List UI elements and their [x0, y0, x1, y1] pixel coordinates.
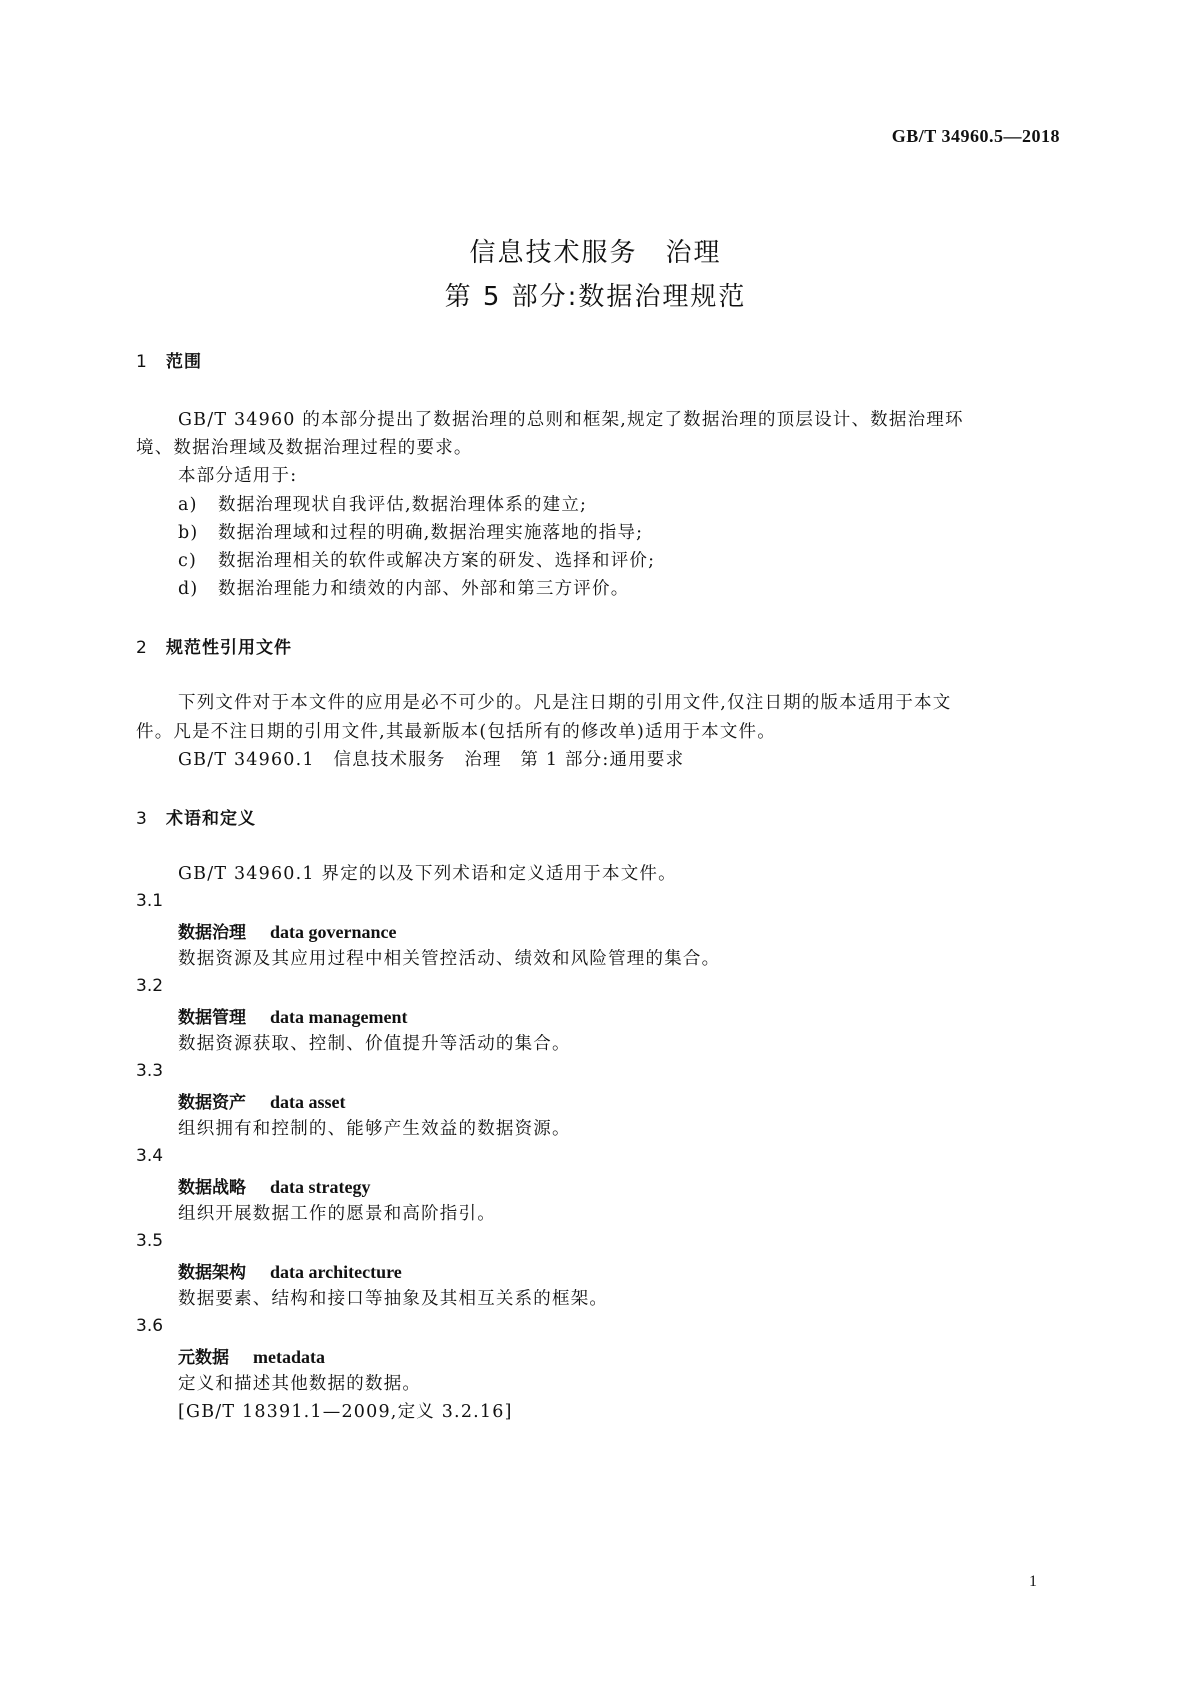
section-1-para2: 本部分适用于:	[178, 466, 298, 486]
term-cn: 数据战略	[178, 1178, 246, 1198]
term	[178, 1343, 325, 1368]
term-definition: 定义和描述其他数据的数据。	[178, 1374, 422, 1394]
term-cn: 元数据	[178, 1348, 229, 1368]
list-marker: a)	[178, 495, 198, 515]
section-number: 1	[136, 352, 148, 372]
list-marker: b)	[178, 523, 199, 543]
section-title: 术语和定义	[166, 809, 256, 829]
list-text: 数据治理相关的软件或解决方案的研发、选择和评价;	[218, 551, 656, 571]
term-en: data strategy	[270, 1177, 371, 1197]
list-item	[178, 519, 643, 544]
term-definition: 组织开展数据工作的愿景和高阶指引。	[178, 1204, 496, 1224]
clause-number: 3.2	[136, 976, 164, 996]
section-1-heading	[136, 347, 202, 372]
section-3-heading	[136, 804, 256, 829]
section-title: 规范性引用文件	[166, 638, 292, 658]
term-source: [GB/T 18391.1—2009,定义 3.2.16]	[178, 1402, 513, 1422]
section-3-intro: GB/T 34960.1 界定的以及下列术语和定义适用于本文件。	[178, 864, 677, 884]
section-number: 2	[136, 638, 148, 658]
section-1-para1-line2: 境、数据治理域及数据治理过程的要求。	[136, 438, 473, 458]
section-2-para1-line2: 件。凡是不注日期的引用文件,其最新版本(包括所有的修改单)适用于本文件。	[136, 722, 776, 742]
clause-number: 3.6	[136, 1316, 164, 1336]
term-definition: 数据资源获取、控制、价值提升等活动的集合。	[178, 1034, 571, 1054]
term	[178, 1088, 346, 1113]
list-marker: d)	[178, 579, 199, 599]
section-title: 范围	[166, 352, 202, 372]
list-text: 数据治理能力和绩效的内部、外部和第三方评价。	[218, 579, 630, 599]
clause-number: 3.4	[136, 1146, 164, 1166]
document-title-line2: 第 5 部分:数据治理规范	[444, 282, 747, 312]
list-item	[178, 575, 629, 600]
standard-code: GB/T 34960.5—2018	[891, 126, 1060, 146]
term-en: data architecture	[270, 1262, 402, 1282]
term-definition: 数据要素、结构和接口等抽象及其相互关系的框架。	[178, 1289, 609, 1309]
section-number: 3	[136, 809, 148, 829]
section-2-heading	[136, 633, 292, 658]
list-marker: c)	[178, 551, 198, 571]
term	[178, 1173, 370, 1198]
clause-number: 3.5	[136, 1231, 164, 1251]
term	[178, 1258, 402, 1283]
term-cn: 数据资产	[178, 1093, 246, 1113]
term-definition: 组织拥有和控制的、能够产生效益的数据资源。	[178, 1119, 571, 1139]
term-cn: 数据治理	[178, 923, 246, 943]
page-number: 1	[1029, 1573, 1037, 1590]
term	[178, 918, 396, 943]
section-1-para1-line1: GB/T 34960 的本部分提出了数据治理的总则和框架,规定了数据治理的顶层设计、数据治理环	[178, 410, 964, 430]
normative-reference: GB/T 34960.1 信息技术服务 治理 第 1 部分:通用要求	[178, 750, 685, 770]
term-cn: 数据管理	[178, 1008, 246, 1028]
list-item	[178, 491, 587, 516]
list-text: 数据治理域和过程的明确,数据治理实施落地的指导;	[218, 523, 644, 543]
list-text: 数据治理现状自我评估,数据治理体系的建立;	[218, 495, 588, 515]
term-en: metadata	[253, 1347, 325, 1367]
clause-number: 3.1	[136, 891, 164, 911]
term-en: data asset	[270, 1092, 346, 1112]
document-title-line1: 信息技术服务 治理	[469, 238, 722, 268]
term-definition: 数据资源及其应用过程中相关管控活动、绩效和风险管理的集合。	[178, 949, 721, 969]
term-cn: 数据架构	[178, 1263, 246, 1283]
term	[178, 1003, 408, 1028]
list-item	[178, 547, 655, 572]
clause-number: 3.3	[136, 1061, 164, 1081]
section-2-para1-line1: 下列文件对于本文件的应用是必不可少的。凡是注日期的引用文件,仅注日期的版本适用于本文	[178, 693, 952, 713]
term-en: data governance	[270, 922, 397, 942]
term-en: data management	[270, 1007, 408, 1027]
